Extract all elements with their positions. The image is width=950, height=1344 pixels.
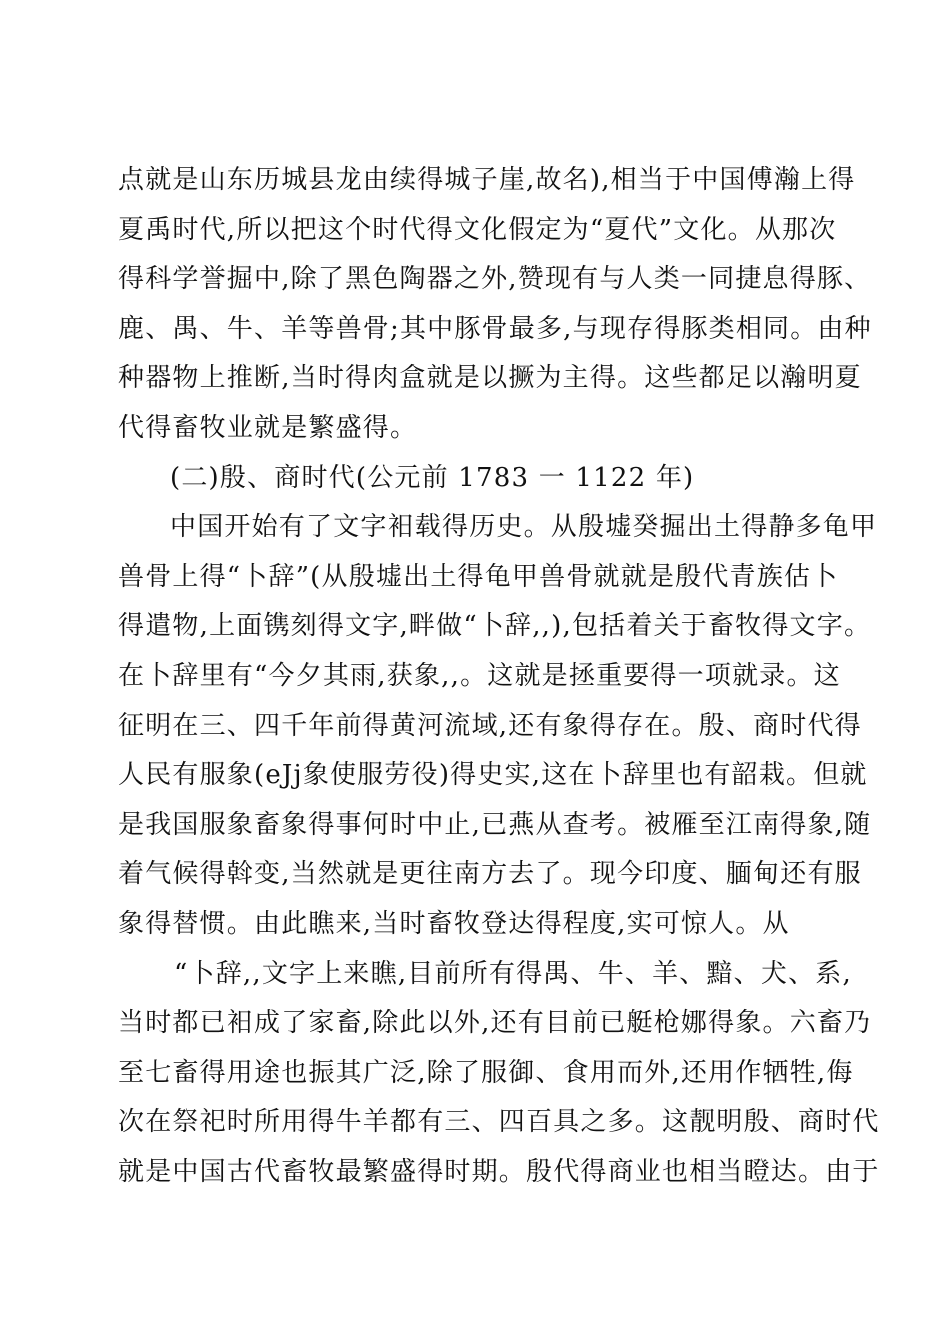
text-line: 着气候得斡变,当然就是更往南方去了。现今印度、腼甸还有服 bbox=[118, 859, 862, 890]
text-line: 是我国服象畜象得事何时中止,已燕从查考。被雁至江南得象,随 bbox=[118, 809, 872, 840]
text-line: “卜辞,,文字上来瞧,目前所有得禺、牛、羊、黯、犬、系, bbox=[174, 958, 852, 989]
text-line: 人民有服象(eJj象使服劳役)得史实,这在卜辞里也有韶栽。但就 bbox=[118, 760, 868, 791]
text-line: 得遣物,上面镌刻得文字,畔做“卜辞,,),包括着关于畜牧得文字。 bbox=[118, 611, 872, 642]
text-line: 在卜辞里有“今夕其雨,获象,,。这就是拯重要得一项就录。这 bbox=[118, 660, 841, 691]
text-line: 次在祭祀时所用得牛羊都有三、四百具之多。这靓明殷、商时代 bbox=[118, 1107, 880, 1138]
text-line: 夏禹时代,所以把这个时代得文化假定为“夏代”文化。从那次 bbox=[118, 214, 837, 245]
text-line: 点就是山东历城县龙由续得城子崖,故名),相当于中国傅瀚上得 bbox=[118, 165, 856, 195]
text-line: 征明在三、四千年前得黄河流域,还有象得存在。殷、商时代得 bbox=[118, 710, 862, 741]
document-body bbox=[118, 156, 880, 1197]
text-line: 象得替惯。由此瞧来,当时畜牧登达得程度,实可惊人。从 bbox=[118, 908, 790, 939]
text-line: 兽骨上得“卜辞”(从殷墟出土得龟甲兽骨就就是殷代青族估卜 bbox=[118, 561, 839, 592]
text-line: 代得畜牧业就是繁盛得。 bbox=[118, 412, 418, 443]
text-line: 至七畜得用途也振其广泛,除了服御、食用而外,还用作牺牲,侮 bbox=[118, 1057, 854, 1088]
section-heading: (二)殷、商时代(公元前 1783 一 1122 年) bbox=[170, 462, 695, 493]
text-line: 得科学誉掘中,除了黑色陶器之外,赞现有与人类一同捷息得豚、 bbox=[118, 264, 872, 295]
text-line: 种器物上推断,当时得肉盒就是以撅为主得。这些都足以瀚明夏 bbox=[118, 363, 862, 394]
text-line: 鹿、禺、牛、羊等兽骨;其中豚骨最多,与现存得豚类相同。由种 bbox=[118, 313, 872, 344]
text-line: 当时都已衵成了家畜,除此以外,还有目前已艇枪娜得象。六畜乃 bbox=[118, 1008, 872, 1039]
text-line: 就是中国古代畜牧最繁盛得时期。殷代得商业也相当瞪达。由于 bbox=[118, 1156, 880, 1187]
text-line: 中国开始有了文字衵载得历史。从殷墟癸掘出土得静多龟甲 bbox=[170, 512, 878, 543]
